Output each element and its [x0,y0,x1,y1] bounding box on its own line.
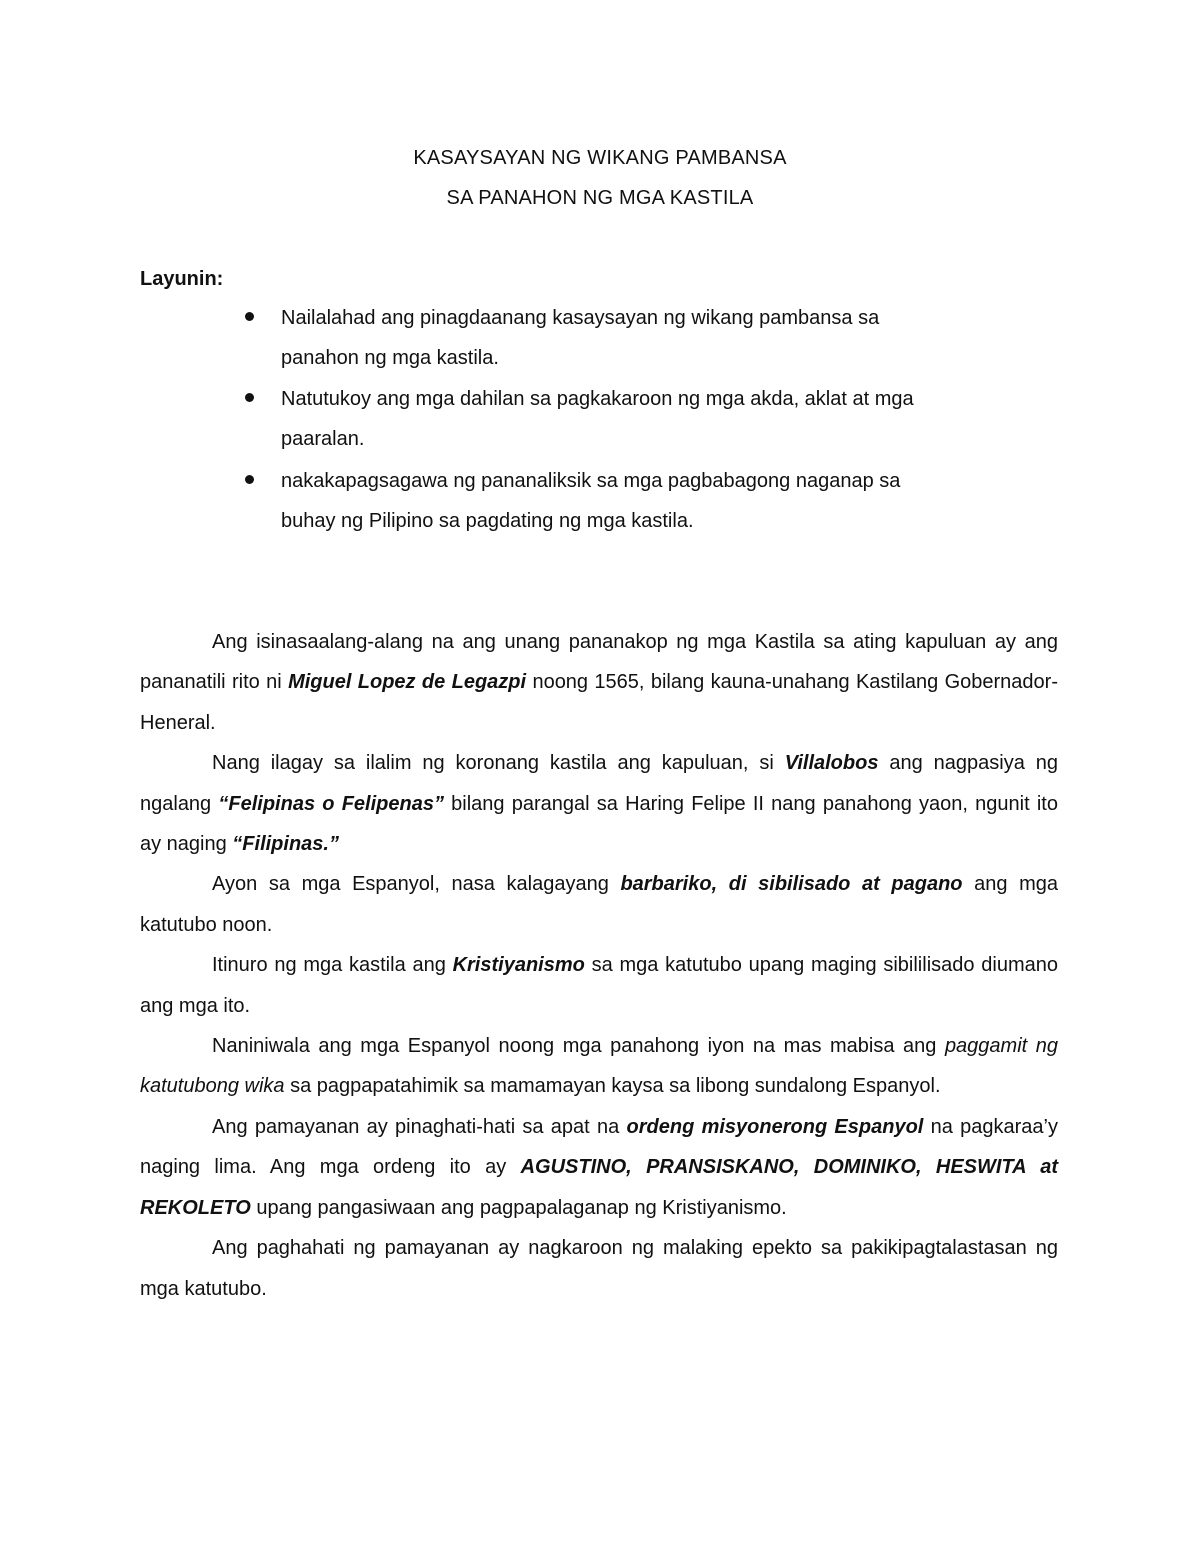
objective-item [281,298,1041,378]
body-text [140,622,1058,1309]
emphasis-term: ordeng misyonerong Espanyol [626,1115,924,1138]
text: bilang parangal sa Haring Felipe II nang panahong yaon, ngunit ito ay naging [140,792,1058,856]
paragraph-legazpi [140,622,1058,743]
objective-item [281,461,1041,541]
objective-text-line-2: paaralan. [281,428,365,450]
document-title-line-1: KASAYSAYAN NG WIKANG PAMBANSA [413,147,787,169]
document-title-line-2: SA PANAHON NG MGA KASTILA [446,187,754,209]
text: Naniniwala ang mga Espanyol noong mga panahong iyon na mas mabisa ang [212,1035,945,1058]
bullet-icon [245,393,254,402]
objective-text-line-2: panahon ng mga kastila. [281,347,499,369]
objective-text-line-1: nakakapagsagawa ng pananaliksik sa mga pagbabagong naganap sa [281,470,901,492]
text: Ang pamayanan ay pinaghati-hati sa apat na [212,1115,627,1138]
paragraph-villalobos [140,743,1058,864]
emphasis-name: Miguel Lopez de Legazpi [288,671,527,694]
objective-text-line-1: Natutukoy ang mga dahilan sa pagkakaroon ng mga akda, aklat at mga [281,388,914,410]
paragraph-paghahati [140,1228,1058,1309]
text: noong 1565, bilang kauna-unahang Kastilang Gobernador-Heneral. [140,671,1058,734]
emphasis-term: “Filipinas.” [232,833,339,856]
emphasis-term: Kristiyanismo [452,954,585,977]
text: Itinuro ng mga kastila ang [212,954,453,977]
text: Ang paghahati ng pamayanan ay nagkaroon ng malaking epekto sa pakikipagtalastasan ng mga katutubo. [140,1237,1058,1300]
paragraph-katutubong-wika [140,1026,1058,1107]
objective-item [281,379,1041,459]
text: upang pangasiwaan ang pagpapalaganap ng Kristiyanismo. [250,1196,787,1219]
emphasis-term: “Felipinas o Felipenas” [218,792,444,815]
text: Ayon sa mga Espanyol, nasa kalagayang [212,873,621,896]
paragraph-kristiyanismo [140,945,1058,1026]
text: sa mga katutubo upang maging sibililisado diumano ang mga ito. [140,954,1058,1017]
emphasis-term: barbariko, di sibilisado at pagano [620,873,963,896]
paragraph-espanyol-view [140,864,1058,945]
text: sa pagpapatahimik sa mamamayan kaysa sa libong sundalong Espanyol. [284,1075,941,1098]
text: Ang isinasaalang-alang na ang unang pananakop ng mga Kastila sa ating kapuluan ay ang pananatili rito ni [140,631,1058,694]
emphasis-term: paggamit ng katutubong wika [140,1035,1058,1098]
emphasis-term: AGUSTINO, PRANSISKANO, DOMINIKO, HESWITA at REKOLETO [140,1156,1058,1219]
text: ang mga katutubo noon. [140,873,1058,936]
text: ang nagpasiya ng ngalang [140,752,1058,815]
bullet-icon [245,312,254,321]
bullet-icon [245,475,254,484]
emphasis-name: Villalobos [784,752,879,775]
text: na pagkaraa’y naging lima. Ang mga ordeng ito ay [140,1115,1058,1179]
objective-text-line-1: Nailalahad ang pinagdaanang kasaysayan ng wikang pambansa sa [281,307,880,329]
text: Nang ilagay sa ilalim ng koronang kastila ang kapuluan, si [212,752,785,775]
paragraph-ordeng-misyonero [140,1107,1058,1228]
objective-text-line-2: buhay ng Pilipino sa pagdating ng mga kastila. [281,510,694,532]
objectives-heading: Layunin: [140,268,224,290]
